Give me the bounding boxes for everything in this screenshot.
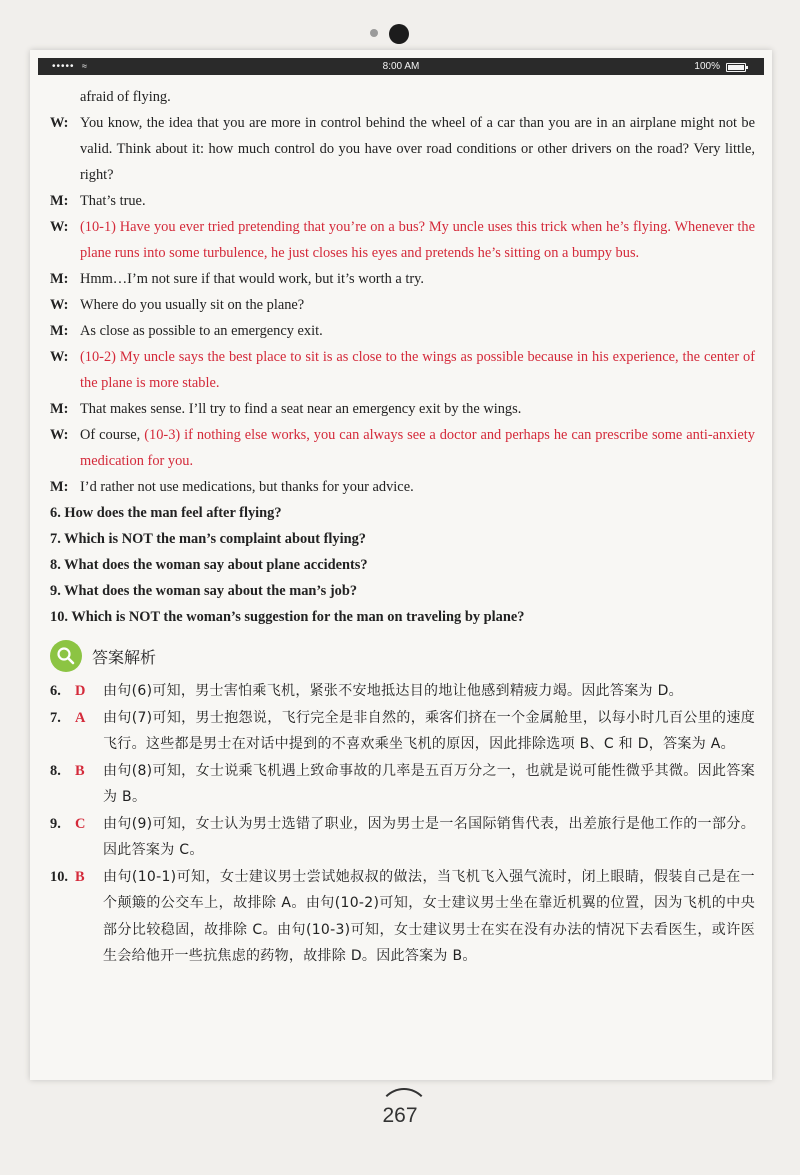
page-content — [50, 84, 755, 970]
dialogue-line — [50, 318, 755, 344]
sensor-dot — [370, 29, 378, 37]
battery-icon — [726, 63, 746, 72]
dialogue-text — [80, 214, 755, 266]
answer-letter: A — [75, 709, 86, 726]
highlighted-text: (10-2) My uncle says the best place to sit is as close to the wings as possible because in his experience, the center of the plane is more stable. — [80, 349, 755, 391]
status-bar — [38, 58, 764, 75]
highlighted-text: (10-3) if nothing else works, you can always see a doctor and perhaps he can prescribe some anti-anxiety medication for you. — [80, 427, 755, 469]
speaker-label: M: — [50, 479, 69, 495]
question: 10. Which is NOT the woman’s suggestion for the man on traveling by plane? — [50, 609, 525, 625]
speaker-label: M: — [50, 323, 69, 339]
plain-text: As close as possible to an emergency exit. — [80, 323, 323, 339]
dialogue-line — [50, 266, 755, 292]
dialogue-line — [50, 214, 755, 266]
plain-text: That makes sense. I’ll try to find a seat near an emergency exit by the wings. — [80, 401, 522, 417]
speaker-label: W: — [50, 427, 69, 443]
speaker-label: W: — [50, 219, 69, 235]
answer-number: 9. — [50, 815, 61, 832]
dialogue-text — [80, 396, 755, 422]
answer-item — [50, 758, 755, 811]
speaker-label: M: — [50, 401, 69, 417]
answer-explanation: 由句(10-1)可知，女士建议男士尝试她叔叔的做法，当飞机飞入强气流时，闭上眼睛，假装自己是在一个颠簸的公交车上，故排除 A。由句(10-2)可知，女士建议男士坐在靠近机翼的位置，因为飞机的中央部分比较稳固，故排除 C。由句(10-3)可知，女士建议男士在实在没有办法的情况下去看医生，或许医生会给他开一些抗焦虑的药物，故排除 D。因此答案为 B。 — [103, 868, 755, 964]
answer-section-title: 答案解析 — [92, 647, 157, 667]
dialogue-line — [50, 474, 755, 500]
answer-number: 7. — [50, 709, 61, 726]
answer-number: 8. — [50, 762, 61, 779]
answer-letter: B — [75, 868, 85, 885]
plain-text: I’d rather not use medications, but thanks for your advice. — [80, 479, 414, 495]
answer-item — [50, 705, 755, 758]
question: 6. How does the man feel after flying? — [50, 505, 282, 521]
speaker-label — [50, 84, 80, 110]
answer-letter: D — [75, 683, 86, 699]
magnifier-icon — [50, 640, 82, 672]
dialogue-line — [50, 292, 755, 318]
dialogue-line — [50, 396, 755, 422]
answer-explanation: 由句(6)可知，男士害怕乘飞机，紧张不安地抵达目的地让他感到精疲力竭。因此答案为 D。 — [103, 683, 683, 699]
answer-section-header — [50, 638, 755, 674]
dialogue-line — [50, 188, 755, 214]
wifi-icon: ≈ — [82, 61, 87, 71]
answer-item — [50, 678, 755, 705]
speaker-label: W: — [50, 297, 69, 313]
plain-text: Of course, — [80, 427, 145, 443]
plain-text: You know, the idea that you are more in control behind the wheel of a car than you are in an airplane might not be valid. Think about it: how much control do you have over road conditions or other drivers on the road? Very little, right? — [80, 115, 755, 183]
answer-letter: C — [75, 815, 86, 832]
dialogue-text — [80, 188, 755, 214]
answer-item — [50, 811, 755, 864]
signal-icon: ••••• — [52, 61, 75, 72]
dialogue-line — [50, 422, 755, 474]
dialogue-text — [80, 318, 755, 344]
answer-number: 6. — [50, 683, 61, 699]
plain-text: Where do you usually sit on the plane? — [80, 297, 305, 313]
dialogue-text — [80, 344, 755, 396]
answer-item — [50, 864, 755, 970]
answer-letter: B — [75, 762, 85, 779]
plain-text: That’s true. — [80, 193, 146, 209]
battery-percent: 100% — [694, 61, 720, 72]
question: 9. What does the woman say about the man’s job? — [50, 583, 358, 599]
speaker-label: M: — [50, 193, 69, 209]
plain-text: afraid of flying. — [80, 89, 171, 105]
dialogue — [50, 84, 755, 500]
status-time: 8:00 AM — [382, 61, 420, 72]
dialogue-text — [80, 84, 755, 110]
dialogue-line — [50, 344, 755, 396]
dialogue-text — [80, 266, 755, 292]
question: 8. What does the woman say about plane accidents? — [50, 557, 368, 573]
answer-number: 10. — [50, 868, 68, 885]
answer-explanation: 由句(9)可知，女士认为男士选错了职业，因为男士是一名国际销售代表，出差旅行是他工作的一部分。因此答案为 C。 — [103, 815, 755, 858]
dialogue-text — [80, 110, 755, 188]
question-list — [50, 500, 755, 630]
speaker-label: W: — [50, 115, 69, 131]
highlighted-text: (10-1) Have you ever tried pretending that you’re on a bus? My uncle uses this trick when he’s flying. Whenever the plane runs into some turbulence, he just closes his eyes and pretends he’s sitting on a bumpy bus. — [80, 219, 755, 261]
dialogue-line — [50, 110, 755, 188]
speaker-label: W: — [50, 349, 69, 365]
answer-explanation: 由句(8)可知，女士说乘飞机遇上致命事故的几率是五百万分之一，也就是说可能性微乎其微。因此答案为 B。 — [103, 762, 755, 805]
plain-text: Hmm…I’m not sure if that would work, but it’s worth a try. — [80, 271, 424, 287]
answer-list — [50, 678, 755, 970]
answer-explanation: 由句(7)可知，男士抱怨说，飞行完全是非自然的，乘客们挤在一个金属舱里，以每小时几百公里的速度飞行。这些都是男士在对话中提到的不喜欢乘坐飞机的原因，因此排除选项 B、C 和 D，答案为 A。 — [103, 709, 755, 752]
dialogue-text — [80, 422, 755, 474]
dialogue-text — [80, 474, 755, 500]
speaker-label: M: — [50, 271, 69, 287]
page-number: 267 — [382, 1104, 418, 1127]
dialogue-line — [50, 84, 755, 110]
question: 7. Which is NOT the man’s complaint about flying? — [50, 531, 366, 547]
camera-dot — [389, 24, 409, 44]
dialogue-text — [80, 292, 755, 318]
